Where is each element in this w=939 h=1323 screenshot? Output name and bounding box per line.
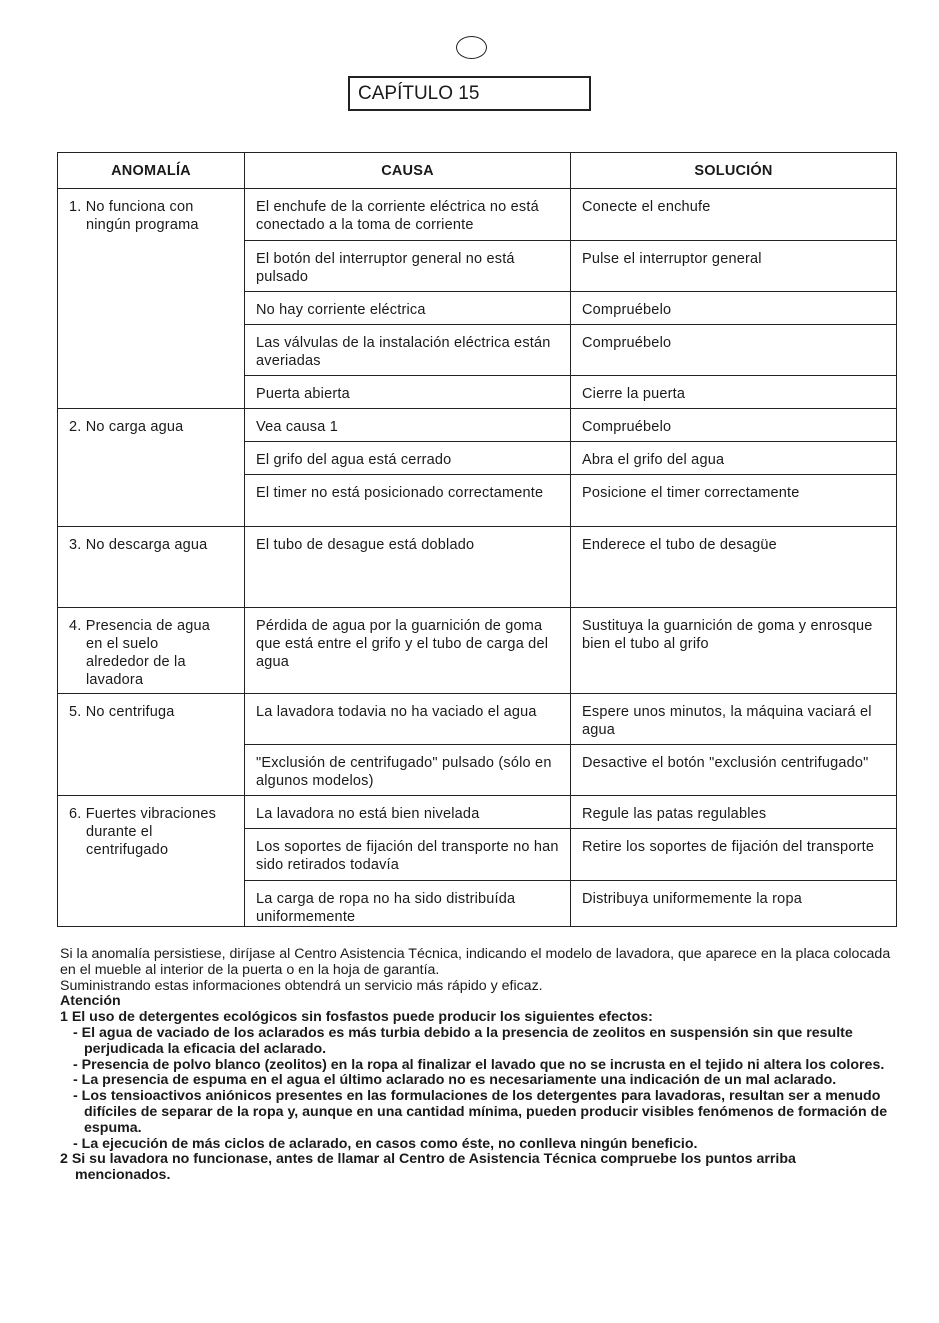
anomaly-cell xyxy=(58,189,245,409)
language-badge xyxy=(456,36,487,59)
anomaly-line: 6. Fuertes vibraciones xyxy=(69,806,217,822)
footer-intro-2: Suministrando estas informaciones obtendrá un servicio más rápido y eficaz. xyxy=(60,977,543,994)
table-row xyxy=(58,409,897,442)
cause-cell: No hay corriente eléctrica xyxy=(245,292,571,325)
table-row xyxy=(58,189,897,241)
cause-cell: Los soportes de fijación del transporte no han sido retirados todavía xyxy=(245,829,571,881)
cause-cell: Puerta abierta xyxy=(245,376,571,409)
cause-cell: La lavadora todavia no ha vaciado el agua xyxy=(245,694,571,745)
cause-cell: La lavadora no está bien nivelada xyxy=(245,796,571,829)
note-1-bullets xyxy=(60,1026,895,1152)
solution-cell: Sustituya la guarnición de goma y enrosque bien el tubo al grifo xyxy=(571,608,897,694)
cause-cell: El tubo de desague está doblado xyxy=(245,527,571,608)
note-bullet: - La presencia de espuma en el agua el último aclarado no es necesariamente una indicación de un mal aclarado. xyxy=(73,1072,837,1089)
cause-cell: "Exclusión de centrifugado" pulsado (sólo en algunos modelos) xyxy=(245,745,571,796)
table-body xyxy=(58,189,897,927)
solution-cell: Desactive el botón "exclusión centrifugado" xyxy=(571,745,897,796)
chapter-title: CAPÍTULO 15 xyxy=(348,76,591,111)
anomaly-line: 2. No carga agua xyxy=(69,419,184,435)
solution-cell: Abra el grifo del agua xyxy=(571,442,897,475)
note-1: 1 El uso de detergentes ecológicos sin fosfastos puede producir los siguientes efectos: xyxy=(60,1009,653,1026)
header-solution: SOLUCIÓN xyxy=(571,153,897,189)
table-row xyxy=(58,527,897,608)
note-bullet: - El agua de vaciado de los aclarados es más turbia debido a la presencia de zeolitos en suspensión sin que resulte perjudicada la eficacia del aclarado. xyxy=(73,1024,853,1057)
cause-cell: Vea causa 1 xyxy=(245,409,571,442)
troubleshooting-table xyxy=(57,152,897,927)
table-row xyxy=(58,694,897,745)
header-cause: CAUSA xyxy=(245,153,571,189)
attention-heading: Atención xyxy=(60,993,121,1010)
note-bullet: - La ejecución de más ciclos de aclarado, en casos como éste, no conlleva ningún beneficio. xyxy=(73,1135,698,1152)
anomaly-cell xyxy=(58,796,245,927)
table-row xyxy=(58,796,897,829)
note-bullet: - Presencia de polvo blanco (zeolitos) en la ropa al finalizar el lavado que no se incrusta en el tejido ni altera los colores. xyxy=(73,1056,885,1073)
note-2: 2 Si su lavadora no funcionase, antes de llamar al Centro de Asistencia Técnica compruebe los puntos arriba mencionados. xyxy=(60,1151,796,1184)
anomaly-line: alrededor de la xyxy=(86,654,186,670)
solution-cell: Enderece el tubo de desagüe xyxy=(571,527,897,608)
anomaly-cell xyxy=(58,694,245,796)
solution-cell: Compruébelo xyxy=(571,409,897,442)
anomaly-cell xyxy=(58,527,245,608)
cause-cell: La carga de ropa no ha sido distribuída uniformemente xyxy=(245,881,571,927)
anomaly-line: 1. No funciona con xyxy=(69,199,194,215)
table-header-row xyxy=(58,153,897,189)
solution-cell: Posicione el timer correctamente xyxy=(571,475,897,527)
anomaly-line: 4. Presencia de agua xyxy=(69,618,211,634)
anomaly-line: centrifugado xyxy=(86,842,169,858)
solution-cell: Cierre la puerta xyxy=(571,376,897,409)
anomaly-line: durante el xyxy=(86,824,153,840)
solution-cell: Retire los soportes de fijación del transporte xyxy=(571,829,897,881)
anomaly-line: en el suelo xyxy=(86,636,159,652)
anomaly-line: lavadora xyxy=(86,672,144,688)
footer-notes xyxy=(60,947,895,1184)
cause-cell: El enchufe de la corriente eléctrica no está conectado a la toma de corriente xyxy=(245,189,571,241)
anomaly-line: 3. No descarga agua xyxy=(69,537,208,553)
anomaly-cell xyxy=(58,409,245,527)
solution-cell: Distribuya uniformemente la ropa xyxy=(571,881,897,927)
cause-cell: El grifo del agua está cerrado xyxy=(245,442,571,475)
solution-cell: Compruébelo xyxy=(571,292,897,325)
cause-cell: El timer no está posicionado correctamente xyxy=(245,475,571,527)
footer-intro-1: Si la anomalía persistiese, diríjase al Centro Asistencia Técnica, indicando el modelo de lavadora, que aparece en la placa colocada en el mueble al interior de la puerta o en la hoja de garantía. xyxy=(60,946,891,978)
cause-cell: Las válvulas de la instalación eléctrica están averiadas xyxy=(245,325,571,376)
note-bullet: - Los tensioactivos aniónicos presentes en las formulaciones de los detergentes para lavadoras, resultan ser a menudo difíciles de separar de la ropa y, aunque en una cantidad mínima, pueden producir visibles fenómenos de formación de espuma. xyxy=(73,1088,888,1136)
cause-cell: El botón del interruptor general no está pulsado xyxy=(245,241,571,292)
solution-cell: Regule las patas regulables xyxy=(571,796,897,829)
anomaly-line: 5. No centrifuga xyxy=(69,704,175,720)
anomaly-cell xyxy=(58,608,245,694)
table-row xyxy=(58,608,897,694)
solution-cell: Conecte el enchufe xyxy=(571,189,897,241)
anomaly-line: ningún programa xyxy=(86,217,199,233)
solution-cell: Espere unos minutos, la máquina vaciará el agua xyxy=(571,694,897,745)
cause-cell: Pérdida de agua por la guarnición de goma que está entre el grifo y el tubo de carga del agua xyxy=(245,608,571,694)
solution-cell: Pulse el interruptor general xyxy=(571,241,897,292)
solution-cell: Compruébelo xyxy=(571,325,897,376)
header-anomaly: ANOMALÍA xyxy=(58,153,245,189)
